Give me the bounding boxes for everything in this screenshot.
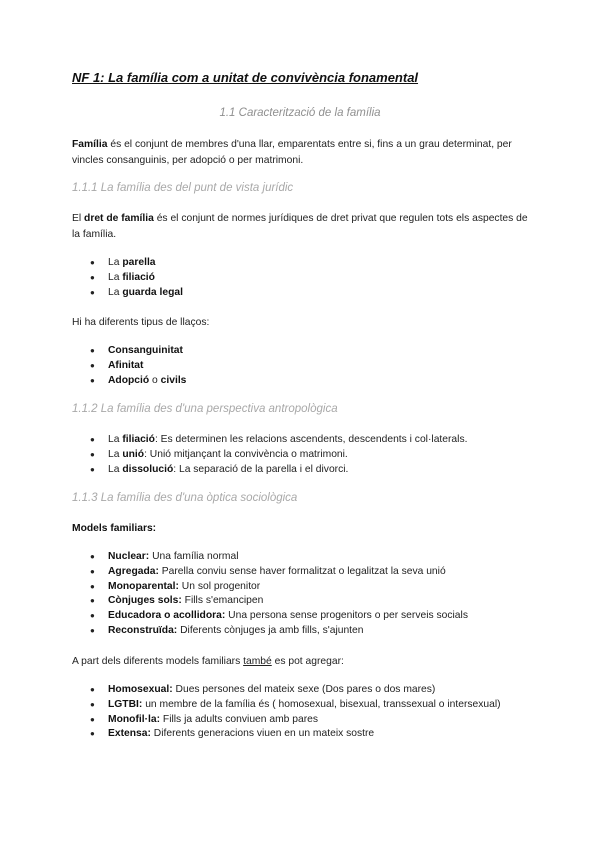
antro-list	[72, 433, 532, 477]
bullet-icon: ●	[90, 566, 95, 576]
list-item	[72, 565, 532, 580]
document-title: NF 1: La família com a unitat de convivència fonamental	[72, 70, 419, 85]
section-heading-1-1-3: 1.1.3 La família des d'una òptica sociològica	[72, 492, 298, 504]
juridic-list	[72, 256, 532, 300]
item-term: LGTBI:	[108, 698, 143, 710]
bullet-icon: ●	[90, 625, 95, 635]
item-term: parella	[122, 257, 156, 268]
item-term: civils	[160, 374, 187, 386]
item-text: Parella conviu sense haver formalitzat o legalitzat la seva unió	[158, 565, 446, 577]
item-text: : Es determinen les relacions ascendents, descendents i col·laterals.	[154, 434, 468, 445]
models-heading	[72, 521, 532, 537]
list-item	[72, 286, 532, 301]
item-text: : La separació de la parella i el divorci.	[173, 463, 349, 475]
list-item	[72, 624, 532, 639]
item-term: unió	[122, 448, 145, 460]
bullet-icon: ●	[90, 346, 95, 355]
item-term: filiació	[122, 271, 155, 283]
list-item	[72, 727, 532, 742]
bullet-icon: ●	[90, 596, 95, 606]
item-prefix: La	[108, 463, 123, 475]
apart-underlined: també	[243, 656, 272, 667]
item-text: Fills ja adults conviuen amb pares	[160, 713, 319, 725]
models-list	[72, 550, 532, 639]
item-text: Dues persones del mateix sexe (Dos pares o dos mares)	[172, 684, 436, 695]
bullet-icon: ●	[90, 552, 95, 561]
list-item	[72, 256, 532, 271]
list-item	[72, 448, 532, 463]
bullet-icon: ●	[90, 375, 95, 385]
apart-pre: A part dels diferents models familiars	[72, 656, 244, 667]
models-heading-text: Models familiars:	[72, 523, 157, 534]
bullet-icon: ●	[90, 435, 95, 444]
list-item	[72, 271, 532, 286]
list-item	[72, 609, 532, 624]
item-term: Extensa:	[108, 728, 151, 740]
extra-list	[72, 683, 532, 742]
llacos-list	[72, 344, 532, 388]
intro-term: Família	[72, 139, 108, 150]
item-connector: o	[149, 374, 161, 386]
list-item	[72, 374, 532, 389]
item-prefix: La	[108, 434, 123, 445]
list-item	[72, 580, 532, 595]
bullet-icon: ●	[90, 685, 95, 694]
item-text: Diferents cònjuges ja amb fills, s'ajunten	[177, 624, 364, 636]
item-text: Fills s'emancipen	[181, 595, 264, 607]
dret-paragraph	[72, 211, 532, 242]
list-item	[72, 713, 532, 728]
item-term: dissolució	[122, 463, 174, 475]
list-item	[72, 550, 532, 565]
item-term: guarda legal	[122, 286, 183, 298]
item-term: Agregada:	[108, 565, 159, 577]
item-term: Reconstruïda:	[108, 624, 178, 636]
list-item	[72, 463, 532, 478]
bullet-icon: ●	[90, 360, 95, 370]
item-text: Una família normal	[149, 551, 239, 562]
item-term: Afinitat	[108, 359, 144, 371]
section-heading-1-1-1: 1.1.1 La família des del punt de vista jurídic	[72, 182, 294, 194]
item-term: Consanguinitat	[108, 345, 183, 356]
bullet-icon: ●	[90, 258, 95, 267]
item-text: un membre de la família és ( homosexual, bisexual, transsexual o intersexual)	[142, 698, 501, 710]
item-term: Cònjuges sols:	[108, 595, 182, 607]
item-text: Un sol progenitor	[178, 580, 261, 592]
item-term: Monoparental:	[108, 580, 179, 592]
bullet-icon: ●	[90, 714, 95, 724]
llacos-intro: Hi ha diferents tipus de llaços:	[72, 317, 210, 328]
item-text: Una persona sense progenitors o per serveis socials	[225, 610, 468, 622]
dret-text: és el conjunt de normes jurídiques de dret privat que regulen tots els aspectes de la família.	[72, 213, 528, 240]
list-item	[72, 359, 532, 374]
item-text: Diferents generacions viuen en un mateix sostre	[150, 728, 375, 740]
bullet-icon: ●	[90, 272, 95, 282]
item-term: Educadora o acollidora:	[108, 610, 226, 622]
bullet-icon: ●	[90, 287, 95, 297]
item-prefix: La	[108, 257, 123, 268]
section-heading-1-1-2: 1.1.2 La família des d'una perspectiva antropològica	[72, 403, 338, 415]
bullet-icon: ●	[90, 464, 95, 474]
list-item	[72, 698, 532, 713]
bullet-icon: ●	[90, 449, 95, 459]
item-prefix: La	[108, 271, 123, 283]
item-term: Nuclear:	[108, 551, 150, 562]
item-term: Adopció	[108, 374, 150, 386]
list-item	[72, 344, 532, 359]
apart-paragraph	[72, 654, 532, 670]
apart-post: es pot agregar:	[271, 656, 344, 667]
bullet-icon: ●	[90, 699, 95, 709]
intro-paragraph	[72, 137, 532, 168]
item-term: Monofil·la:	[108, 713, 161, 725]
item-term: Homosexual:	[108, 684, 173, 695]
section-heading-1-1: 1.1 Caracterització de la família	[219, 107, 381, 119]
bullet-icon: ●	[90, 611, 95, 621]
item-prefix: La	[108, 286, 123, 298]
list-item	[72, 683, 532, 698]
item-text: : Unió mitjançant la convivència o matrimoni.	[144, 448, 348, 460]
bullet-icon: ●	[90, 729, 95, 739]
list-item	[72, 433, 532, 448]
intro-text: és el conjunt de membres d'una llar, emparentats entre si, fins a un grau determinat, per vincles consanguinis, per adopció o per matrimoni.	[72, 139, 512, 166]
item-term: filiació	[122, 434, 155, 445]
dret-term: dret de família	[84, 213, 154, 224]
dret-pre: El	[72, 213, 85, 224]
list-item	[72, 594, 532, 609]
item-prefix: La	[108, 448, 123, 460]
bullet-icon: ●	[90, 581, 95, 591]
